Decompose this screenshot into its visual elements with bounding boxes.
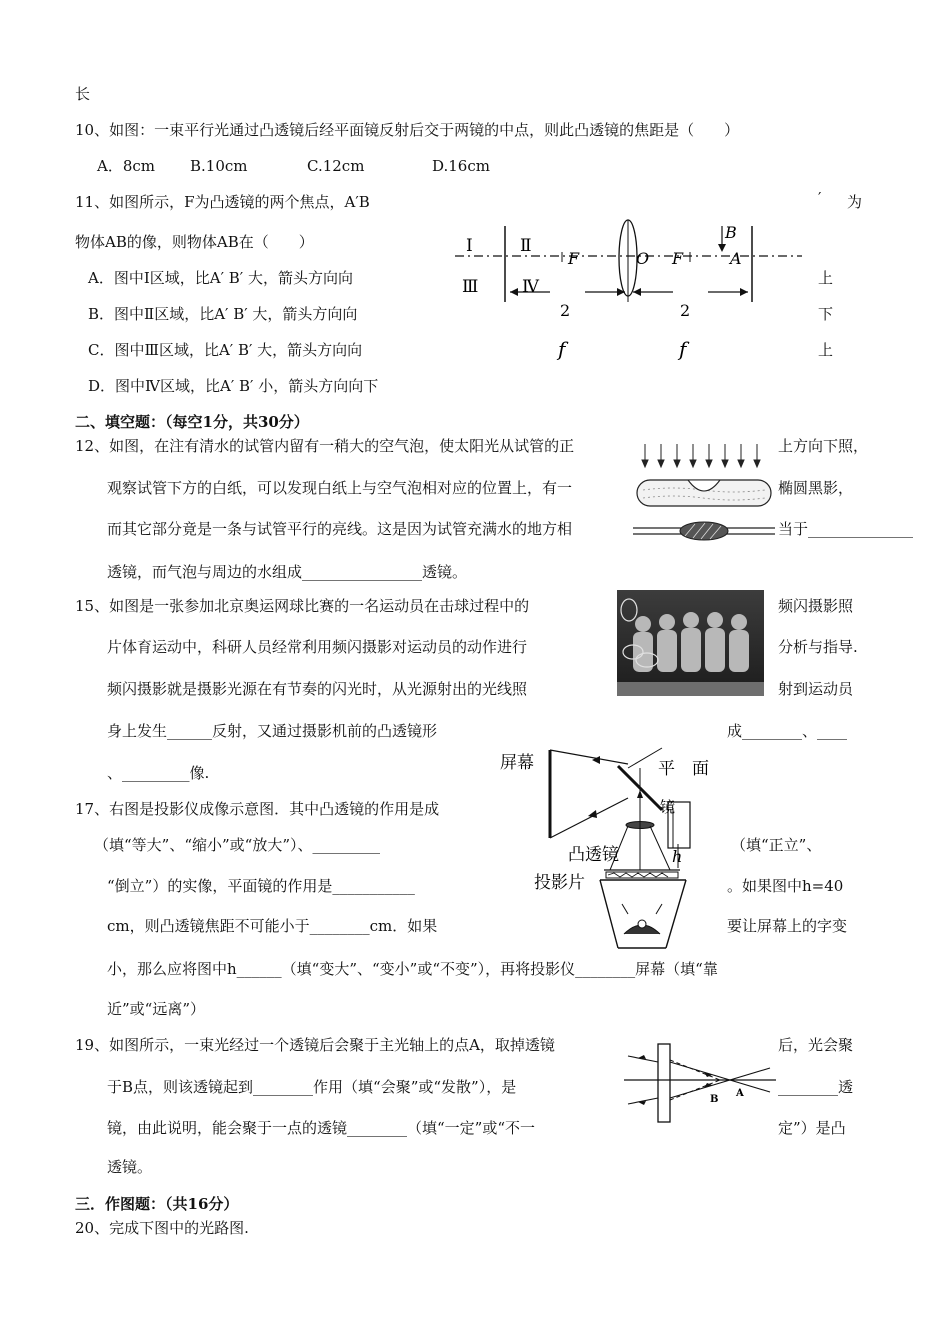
focus-right-label: F — [672, 249, 684, 268]
q19-line4: 透镜。 — [107, 1158, 153, 1176]
q11-stem: 11、如图所示，F为凸透镜的两个焦点，A′B — [75, 193, 370, 211]
convex-lens-label: 凸透镜 — [568, 845, 619, 865]
point-b-label: B — [725, 223, 737, 242]
q10-option-b: B.10cm — [190, 157, 248, 175]
q12-line1: 12、如图，在注有清水的试管内留有一稍大的空气泡，使太阳光从试管的正 — [75, 437, 575, 455]
q11-lens-diagram — [450, 218, 810, 368]
q19-line1: 19、如图所示，一束光经过一个透镜后会聚于主光轴上的点A，取掉透镜 — [75, 1036, 555, 1054]
q15-line1: 15、如图是一张参加北京奥运网球比赛的一名运动员在击球过程中的 — [75, 597, 530, 615]
q12-line2: 观察试管下方的白纸，可以发现白纸上与空气泡相对应的位置上，有一 — [107, 479, 573, 497]
slide-label: 投影片 — [534, 873, 585, 893]
section-2-heading: 二、填空题：（每空1分，共30分） — [75, 413, 309, 431]
q15-line3: 频闪摄影就是摄影光源在有节奏的闪光时，从光源射出的光线照 — [107, 680, 528, 698]
distance-2-left: 2 — [560, 301, 571, 320]
q17-line1: 17、右图是投影仪成像示意图．其中凸透镜的作用是成 — [75, 800, 440, 818]
q17-line3: “倒立”）的实像，平面镜的作用是___________ — [107, 877, 415, 895]
q11-option-c: C．图中Ⅲ区域，比A′ B′ 大，箭头方向向 — [88, 341, 363, 359]
mirror-label: 镜 — [660, 798, 676, 816]
q12-line4: 透镜，而气泡与周边的水组成________________透镜。 — [107, 563, 468, 581]
q12-line2-end: 椭圆黑影， — [778, 479, 854, 497]
q15-line3-end: 射到运动员 — [778, 680, 854, 698]
screen-label: 屏幕 — [500, 753, 534, 773]
point-b-label: B — [710, 1094, 719, 1105]
projector-diagram — [500, 738, 712, 954]
distance-f-left: f — [558, 337, 566, 361]
region-3-label: Ⅲ — [462, 277, 479, 297]
point-a-label: A — [736, 1088, 744, 1099]
q15-line4-end: 成________、____ — [727, 722, 848, 740]
q11-stem-end: 为 — [847, 193, 863, 211]
section-3-heading: 三．作图题：（共16分） — [75, 1195, 239, 1213]
distance-f-right: f — [679, 337, 687, 361]
q17-line2-end: （填“正立”、 — [731, 836, 822, 854]
q11-option-b: B．图中Ⅱ区域，比A′ B′ 大，箭头方向向 — [88, 305, 358, 323]
q10-option-c: C.12cm — [307, 157, 365, 175]
region-2-label: Ⅱ — [520, 236, 532, 256]
tennis-strobe-photo — [617, 590, 764, 696]
region-1-label: Ⅰ — [466, 236, 473, 256]
q12-test-tube-figure — [633, 440, 775, 552]
q10-option-a: A．8cm — [97, 157, 156, 175]
q17-line4-end: 要让屏幕上的字变 — [727, 917, 848, 935]
q19-line2: 于B点，则该透镜起到________作用（填“会聚”或“发散”），是 — [107, 1078, 517, 1096]
q11-option-d: D．图中Ⅳ区域，比A′ B′ 小，箭头方向向下 — [88, 377, 379, 395]
q9-tail: 长 — [75, 85, 91, 103]
q15-line2-end: 分析与指导. — [778, 638, 858, 656]
q20-stem: 20、完成下图中的光路图. — [75, 1219, 249, 1237]
region-4-label: Ⅳ — [522, 277, 539, 297]
q12-line3: 而其它部分竟是一条与试管平行的亮线。这是因为试管充满水的地方相 — [107, 520, 573, 538]
q15-line5: 、_________像. — [107, 764, 210, 782]
optical-center-label: O — [636, 249, 650, 268]
q19-line3-end: 定”）是凸 — [778, 1119, 846, 1137]
point-a-label: A — [730, 249, 742, 268]
q11-stem-prime: ′ — [818, 189, 822, 207]
focus-left-label: F — [568, 249, 580, 268]
q17-line4: cm，则凸透镜焦距不可能小于________cm．如果 — [107, 917, 438, 935]
q17-line2: （填“等大”、“缩小”或“放大”）、_________ — [94, 836, 381, 854]
q15-line4: 身上发生______反射，又通过摄影机前的凸透镜形 — [107, 722, 438, 740]
plane-mirror-label: 平 面 — [658, 759, 709, 779]
q17-line6: 近”或“远离”） — [107, 1000, 206, 1018]
q19-lens-diagram — [620, 1040, 780, 1126]
q11-option-b-end: 下 — [818, 305, 834, 323]
q11-option-a-end: 上 — [818, 269, 834, 287]
q11-option-a: A．图中Ⅰ区域，比A′ B′ 大，箭头方向向 — [88, 269, 353, 287]
q12-line1-end: 上方向下照， — [778, 437, 869, 455]
distance-2-right: 2 — [680, 301, 691, 320]
q19-line3: 镜，由此说明，能会聚于一点的透镜________（填“一定”或“不一 — [107, 1119, 536, 1137]
q10-option-d: D.16cm — [432, 157, 490, 175]
q15-line2: 片体育运动中，科研人员经常利用频闪摄影对运动员的动作进行 — [107, 638, 528, 656]
q19-line2-end: ________透 — [778, 1078, 854, 1096]
q15-line1-end: 频闪摄影照 — [778, 597, 854, 615]
q17-line3-end: 。如果图中h=40 — [727, 877, 844, 895]
q11-option-c-end: 上 — [818, 341, 834, 359]
q12-line3-end: 当于______________ — [778, 520, 914, 538]
q11-stem-line2: 物体AB的像，则物体AB在（ ） — [75, 233, 314, 251]
q19-line1-end: 后，光会聚 — [778, 1036, 854, 1054]
h-label: h — [672, 847, 683, 866]
q17-line5: 小，那么应将图中h______（填“变大”、“变小”或“不变”），再将投影仪________屏幕（填“靠 — [107, 960, 718, 978]
q10-stem: 10、如图：一束平行光通过凸透镜后经平面镜反射后交于两镜的中点，则此凸透镜的焦距是（ ） — [75, 121, 740, 139]
